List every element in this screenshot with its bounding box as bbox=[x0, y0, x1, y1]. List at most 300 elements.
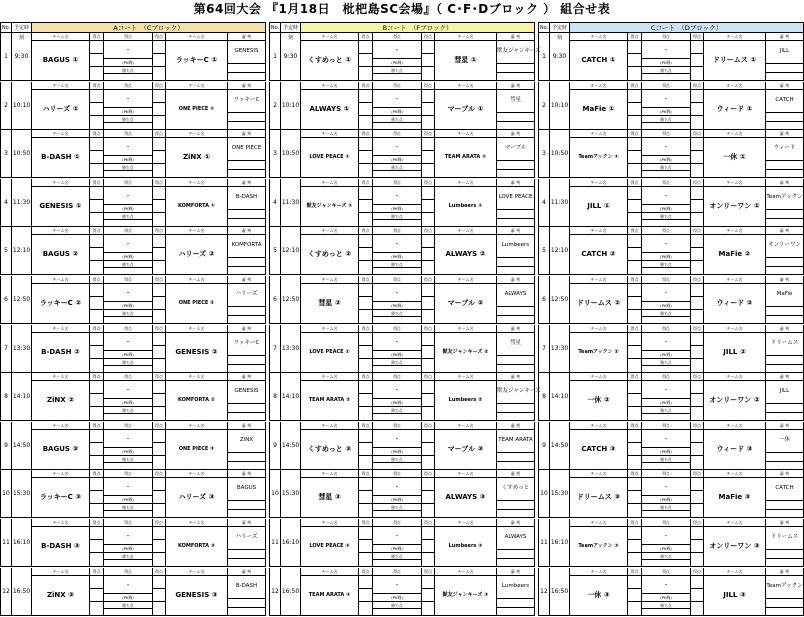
score-cell[interactable] bbox=[691, 309, 703, 310]
blank-label bbox=[104, 219, 152, 226]
home-score-column bbox=[628, 325, 642, 372]
referee-line bbox=[228, 72, 265, 73]
team-label: チーム名 bbox=[435, 568, 496, 576]
referee-line bbox=[766, 72, 803, 73]
score-cell[interactable] bbox=[628, 212, 641, 213]
score-cell[interactable] bbox=[691, 455, 703, 456]
match-time: 14:10 bbox=[550, 373, 570, 420]
score-label: 得点 bbox=[424, 131, 432, 137]
match-row bbox=[269, 227, 535, 275]
score-cell[interactable] bbox=[628, 601, 641, 602]
score-cell[interactable] bbox=[422, 490, 434, 491]
score-cell[interactable] bbox=[153, 601, 165, 602]
blank-label bbox=[104, 462, 152, 469]
team-label: チーム名 bbox=[166, 179, 227, 187]
score-cell[interactable] bbox=[422, 115, 434, 116]
score-cell[interactable] bbox=[90, 490, 103, 491]
score-cell[interactable] bbox=[691, 199, 703, 200]
score-cell[interactable] bbox=[359, 406, 372, 407]
score-cell[interactable] bbox=[422, 358, 434, 359]
score-label: 得点 bbox=[104, 227, 152, 235]
away-team-name: ウィード ② bbox=[716, 299, 753, 307]
score-cell[interactable] bbox=[628, 150, 641, 151]
home-team-cell bbox=[301, 130, 359, 177]
referee-name: TEAM ARATA bbox=[498, 436, 533, 443]
away-team-name: オンリーワン ② bbox=[709, 396, 760, 405]
score-label: 得点 bbox=[693, 228, 701, 234]
score-cell[interactable] bbox=[691, 345, 703, 346]
score-cell[interactable] bbox=[90, 393, 103, 394]
score-cell[interactable] bbox=[628, 345, 641, 346]
referee-line bbox=[497, 461, 534, 462]
home-team-cell bbox=[570, 179, 628, 226]
referee-line bbox=[497, 306, 534, 307]
score-cell[interactable] bbox=[153, 539, 165, 540]
score-cell[interactable] bbox=[153, 552, 165, 553]
score-cell[interactable] bbox=[359, 66, 372, 67]
score-cell[interactable] bbox=[359, 490, 372, 491]
home-team-name: ZiNX ② bbox=[46, 396, 75, 405]
score-cell[interactable] bbox=[691, 539, 703, 540]
away-team-cell bbox=[166, 519, 228, 566]
home-score-column bbox=[90, 470, 104, 517]
score-cell[interactable] bbox=[359, 296, 372, 297]
pk-label: (PK戦) bbox=[642, 155, 690, 162]
score-cell[interactable] bbox=[153, 150, 165, 151]
referee-cell bbox=[497, 325, 535, 372]
score-cell[interactable] bbox=[422, 601, 434, 602]
home-team-name: 獣友ジャンキーズ ① bbox=[306, 202, 353, 209]
home-score-column bbox=[90, 227, 104, 274]
team-label: チーム名 bbox=[435, 470, 496, 478]
team-label: チーム名 bbox=[166, 33, 227, 41]
team-label: チーム名 bbox=[570, 470, 627, 478]
pk-label: (PK戦) bbox=[373, 204, 421, 211]
result-column bbox=[373, 373, 421, 420]
match-row bbox=[269, 33, 541, 81]
score-cell[interactable] bbox=[628, 115, 641, 116]
score-cell[interactable] bbox=[90, 442, 103, 443]
score-cell[interactable] bbox=[359, 539, 372, 540]
score-cell[interactable] bbox=[628, 503, 641, 504]
score-cell[interactable] bbox=[422, 66, 434, 67]
away-score-column bbox=[152, 82, 166, 129]
team-label: チーム名 bbox=[32, 179, 89, 187]
score-cell[interactable] bbox=[359, 212, 372, 213]
score-cell[interactable] bbox=[691, 442, 703, 443]
score-cell[interactable] bbox=[153, 212, 165, 213]
score-cell[interactable] bbox=[90, 455, 103, 456]
match-row bbox=[269, 373, 541, 421]
score-cell[interactable] bbox=[359, 309, 372, 310]
score-label: 得点 bbox=[359, 276, 372, 284]
score-cell[interactable] bbox=[153, 199, 165, 200]
score-cell[interactable] bbox=[153, 296, 165, 297]
win-points-label: 勝ち点 bbox=[104, 115, 152, 122]
score-cell[interactable] bbox=[90, 247, 103, 248]
score-cell[interactable] bbox=[153, 260, 165, 261]
match-row bbox=[0, 276, 266, 324]
score-cell[interactable] bbox=[90, 163, 103, 164]
score-cell[interactable] bbox=[359, 260, 372, 261]
score-cell[interactable] bbox=[153, 503, 165, 504]
score-cell[interactable] bbox=[153, 455, 165, 456]
score-cell[interactable] bbox=[691, 260, 703, 261]
score-cell[interactable] bbox=[359, 393, 372, 394]
score-cell[interactable] bbox=[628, 406, 641, 407]
referee-line bbox=[766, 218, 803, 219]
score-cell[interactable] bbox=[422, 247, 434, 248]
away-team-name: 獣友ジャンキーズ ③ bbox=[442, 591, 489, 598]
score-cell[interactable] bbox=[90, 503, 103, 504]
match-row bbox=[0, 422, 266, 470]
referee-line bbox=[766, 452, 803, 453]
home-team-name: TEAM ARATA ③ bbox=[308, 591, 351, 598]
home-score-column bbox=[628, 519, 642, 566]
match-number: 10 bbox=[538, 470, 550, 517]
team-label: チーム名 bbox=[435, 276, 496, 284]
away-team-name: ZiNX ① bbox=[182, 153, 211, 162]
win-points-label: 勝ち点 bbox=[373, 503, 421, 510]
match-row bbox=[538, 470, 804, 518]
blank-label bbox=[373, 510, 421, 517]
score-cell[interactable] bbox=[153, 393, 165, 394]
home-team-cell bbox=[570, 227, 628, 274]
team-label: チーム名 bbox=[32, 325, 89, 333]
score-cell[interactable] bbox=[422, 163, 434, 164]
score-cell[interactable] bbox=[422, 212, 434, 213]
away-score-column bbox=[421, 130, 435, 177]
score-cell[interactable] bbox=[153, 115, 165, 116]
score-cell[interactable] bbox=[359, 601, 372, 602]
score-cell[interactable] bbox=[90, 102, 103, 103]
score-label: 得点 bbox=[90, 179, 103, 187]
team-label: チーム名 bbox=[301, 276, 358, 284]
score-label: 得点 bbox=[373, 470, 421, 478]
score-cell[interactable] bbox=[359, 150, 372, 151]
match-row bbox=[538, 519, 804, 567]
score-cell[interactable] bbox=[422, 406, 434, 407]
score-cell[interactable] bbox=[628, 247, 641, 248]
score-cell[interactable] bbox=[422, 345, 434, 346]
score-cell[interactable] bbox=[422, 552, 434, 553]
court-name: Bコート （Fブロック） bbox=[301, 22, 535, 33]
team-label: チーム名 bbox=[166, 130, 227, 138]
score-cell[interactable] bbox=[153, 490, 165, 491]
home-team-name: LOVE PEACE ③ bbox=[309, 543, 350, 549]
score-cell[interactable] bbox=[153, 442, 165, 443]
home-team-name: BAGUS ① bbox=[42, 56, 79, 64]
home-team-cell bbox=[301, 33, 359, 80]
score-cell[interactable] bbox=[153, 53, 165, 54]
score-cell[interactable] bbox=[359, 102, 372, 103]
score-separator: - bbox=[395, 337, 399, 346]
home-team-name: ZiNX ③ bbox=[46, 590, 75, 599]
team-label: チーム名 bbox=[32, 470, 89, 478]
match-time: 15:30 bbox=[281, 470, 301, 517]
team-label: チーム名 bbox=[166, 422, 227, 430]
away-score-column bbox=[421, 519, 435, 566]
score-cell[interactable] bbox=[359, 163, 372, 164]
home-team-name: LOVE PEACE ① bbox=[309, 154, 350, 161]
score-cell[interactable] bbox=[691, 150, 703, 151]
score-cell[interactable] bbox=[90, 212, 103, 213]
referee-cell bbox=[766, 422, 804, 469]
referee-line bbox=[497, 160, 534, 161]
score-cell[interactable] bbox=[422, 102, 434, 103]
score-cell[interactable] bbox=[90, 296, 103, 297]
match-row bbox=[538, 82, 804, 130]
score-cell[interactable] bbox=[359, 358, 372, 359]
score-cell[interactable] bbox=[691, 588, 703, 589]
away-score-column bbox=[152, 373, 166, 420]
team-label: チーム名 bbox=[301, 179, 358, 187]
score-cell[interactable] bbox=[422, 455, 434, 456]
referee-line bbox=[766, 403, 803, 404]
score-cell[interactable] bbox=[153, 406, 165, 407]
score-cell[interactable] bbox=[422, 309, 434, 310]
referee-name: B-DASH bbox=[235, 582, 258, 589]
score-cell[interactable] bbox=[90, 309, 103, 310]
referee-cell bbox=[228, 82, 266, 129]
score-cell[interactable] bbox=[359, 455, 372, 456]
score-cell[interactable] bbox=[628, 490, 641, 491]
referee-name: ONE PIECE bbox=[231, 145, 262, 152]
score-cell[interactable] bbox=[90, 588, 103, 589]
score-cell[interactable] bbox=[359, 115, 372, 116]
score-cell[interactable] bbox=[628, 588, 641, 589]
score-cell[interactable] bbox=[628, 260, 641, 261]
score-cell[interactable] bbox=[691, 296, 703, 297]
referee-line bbox=[766, 112, 803, 113]
score-cell[interactable] bbox=[153, 163, 165, 164]
referee-line bbox=[766, 461, 803, 462]
result-column bbox=[104, 422, 152, 469]
score-cell[interactable] bbox=[422, 588, 434, 589]
score-cell[interactable] bbox=[691, 490, 703, 491]
score-cell[interactable] bbox=[628, 102, 641, 103]
score-cell[interactable] bbox=[628, 393, 641, 394]
team-label: チーム名 bbox=[704, 130, 765, 138]
away-team-cell bbox=[704, 33, 766, 80]
score-cell[interactable] bbox=[691, 212, 703, 213]
blank-label bbox=[373, 316, 421, 323]
score-cell[interactable] bbox=[691, 102, 703, 103]
result-column bbox=[104, 130, 152, 177]
blank-label bbox=[373, 170, 421, 177]
score-cell[interactable] bbox=[153, 345, 165, 346]
score-cell[interactable] bbox=[359, 247, 372, 248]
score-cell[interactable] bbox=[359, 442, 372, 443]
score-label: 得点 bbox=[155, 422, 163, 428]
score-cell[interactable] bbox=[153, 588, 165, 589]
home-team-name: Teamアックン ① bbox=[578, 154, 619, 161]
score-cell[interactable] bbox=[90, 66, 103, 67]
win-points-label: 勝ち点 bbox=[373, 601, 421, 608]
score-label: 得点 bbox=[424, 568, 432, 574]
match-row bbox=[538, 130, 804, 178]
score-cell[interactable] bbox=[90, 199, 103, 200]
score-cell[interactable] bbox=[691, 115, 703, 116]
score-cell[interactable] bbox=[153, 102, 165, 103]
referee-line bbox=[228, 549, 265, 550]
score-cell[interactable] bbox=[90, 406, 103, 407]
win-points-label: 勝ち点 bbox=[104, 309, 152, 316]
score-cell[interactable] bbox=[90, 552, 103, 553]
home-team-cell bbox=[570, 33, 628, 80]
win-points-label: 勝ち点 bbox=[642, 601, 690, 608]
score-cell[interactable] bbox=[422, 150, 434, 151]
score-cell[interactable] bbox=[90, 115, 103, 116]
win-points-label: 勝ち点 bbox=[373, 552, 421, 559]
pk-label: (PK戦) bbox=[104, 447, 152, 454]
result-column bbox=[642, 325, 690, 372]
result-column bbox=[642, 276, 690, 323]
referee-line bbox=[497, 266, 534, 267]
score-cell[interactable] bbox=[628, 552, 641, 553]
score-cell[interactable] bbox=[628, 163, 641, 164]
referee-line bbox=[497, 121, 534, 122]
score-separator: - bbox=[126, 580, 130, 589]
score-cell[interactable] bbox=[90, 601, 103, 602]
score-cell[interactable] bbox=[691, 503, 703, 504]
match-row bbox=[0, 325, 266, 373]
score-cell[interactable] bbox=[90, 150, 103, 151]
referee-line bbox=[497, 558, 534, 559]
score-cell[interactable] bbox=[422, 260, 434, 261]
away-team-name: ONE PIECE ① bbox=[178, 105, 215, 112]
blank-label bbox=[642, 559, 690, 566]
score-cell[interactable] bbox=[90, 358, 103, 359]
blank-label bbox=[373, 122, 421, 129]
score-cell[interactable] bbox=[359, 552, 372, 553]
result-column bbox=[104, 276, 152, 323]
score-cell[interactable] bbox=[628, 296, 641, 297]
away-score-column bbox=[421, 422, 435, 469]
result-column bbox=[373, 470, 421, 517]
referee-line bbox=[766, 121, 803, 122]
referee-cell bbox=[497, 82, 535, 129]
score-cell[interactable] bbox=[628, 539, 641, 540]
score-cell[interactable] bbox=[691, 552, 703, 553]
score-cell[interactable] bbox=[628, 442, 641, 443]
result-column bbox=[104, 227, 152, 274]
score-label: 得点 bbox=[424, 374, 432, 380]
score-cell[interactable] bbox=[359, 588, 372, 589]
score-cell[interactable] bbox=[422, 503, 434, 504]
score-cell[interactable] bbox=[628, 53, 641, 54]
score-cell[interactable] bbox=[359, 53, 372, 54]
score-cell[interactable] bbox=[628, 358, 641, 359]
home-team-cell bbox=[301, 179, 359, 226]
score-cell[interactable] bbox=[422, 53, 434, 54]
blank-label bbox=[642, 73, 690, 80]
score-label: 得点 bbox=[642, 227, 690, 235]
referee-line bbox=[228, 112, 265, 113]
score-cell[interactable] bbox=[422, 442, 434, 443]
referee-cell bbox=[228, 325, 266, 372]
score-cell[interactable] bbox=[691, 163, 703, 164]
score-cell[interactable] bbox=[628, 199, 641, 200]
score-cell[interactable] bbox=[691, 66, 703, 67]
score-cell[interactable] bbox=[691, 358, 703, 359]
win-points-label: 勝ち点 bbox=[642, 260, 690, 267]
score-cell[interactable] bbox=[90, 53, 103, 54]
score-label: 得点 bbox=[693, 82, 701, 88]
result-column bbox=[373, 179, 421, 226]
score-cell[interactable] bbox=[628, 455, 641, 456]
score-cell[interactable] bbox=[422, 199, 434, 200]
home-score-column bbox=[628, 568, 642, 615]
score-label: 得点 bbox=[104, 325, 152, 333]
score-cell[interactable] bbox=[153, 66, 165, 67]
referee-line bbox=[228, 218, 265, 219]
score-cell[interactable] bbox=[359, 503, 372, 504]
away-team-cell bbox=[435, 373, 497, 420]
match-row bbox=[269, 325, 535, 373]
score-cell[interactable] bbox=[90, 260, 103, 261]
score-label: 得点 bbox=[104, 82, 152, 90]
win-points-label: 勝ち点 bbox=[373, 455, 421, 462]
away-score-column bbox=[152, 519, 166, 566]
match-number: 5 bbox=[0, 227, 12, 274]
referee-label: 審 判 bbox=[766, 130, 803, 138]
score-cell[interactable] bbox=[153, 247, 165, 248]
match-row bbox=[269, 130, 535, 178]
away-team-cell bbox=[435, 33, 497, 80]
score-cell[interactable] bbox=[628, 309, 641, 310]
team-label: チーム名 bbox=[570, 568, 627, 576]
referee-label: 審 判 bbox=[766, 470, 803, 478]
referee-name: JILL bbox=[779, 48, 790, 54]
away-team-name: オンリーワン ① bbox=[709, 201, 760, 210]
away-score-column bbox=[690, 276, 704, 323]
pk-label: (PK戦) bbox=[104, 204, 152, 211]
score-cell[interactable] bbox=[691, 247, 703, 248]
score-cell[interactable] bbox=[422, 393, 434, 394]
score-cell[interactable] bbox=[153, 309, 165, 310]
home-score-column bbox=[90, 373, 104, 420]
score-cell[interactable] bbox=[691, 393, 703, 394]
score-cell[interactable] bbox=[628, 66, 641, 67]
result-column bbox=[642, 179, 690, 226]
score-label: 得点 bbox=[155, 82, 163, 88]
score-cell[interactable] bbox=[691, 406, 703, 407]
team-label: チーム名 bbox=[570, 422, 627, 430]
referee-line bbox=[497, 315, 534, 316]
score-cell[interactable] bbox=[90, 345, 103, 346]
referee-line bbox=[228, 364, 265, 365]
result-column bbox=[373, 325, 421, 372]
score-cell[interactable] bbox=[153, 358, 165, 359]
score-cell[interactable] bbox=[422, 296, 434, 297]
score-cell[interactable] bbox=[691, 601, 703, 602]
score-cell[interactable] bbox=[359, 199, 372, 200]
blank-label bbox=[642, 219, 690, 226]
result-column bbox=[104, 82, 152, 129]
referee-label: 審 判 bbox=[766, 373, 803, 381]
score-cell[interactable] bbox=[422, 539, 434, 540]
score-cell[interactable] bbox=[90, 539, 103, 540]
home-score-column bbox=[628, 422, 642, 469]
score-cell[interactable] bbox=[359, 345, 372, 346]
pk-label: (PK戦) bbox=[642, 593, 690, 600]
win-points-label: 勝ち点 bbox=[373, 358, 421, 365]
score-label: 得点 bbox=[104, 373, 152, 381]
match-number: 3 bbox=[269, 130, 281, 177]
score-cell[interactable] bbox=[691, 53, 703, 54]
away-team-name: ウィード ① bbox=[716, 104, 753, 113]
